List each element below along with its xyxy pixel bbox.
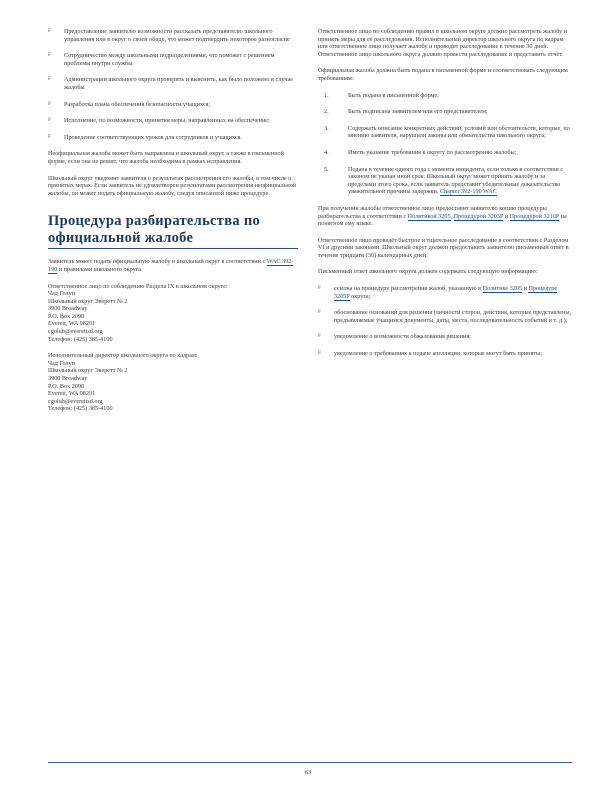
list-item: F Сотрудничество между школьными подразделениями, что поможет с решением проблемы внутри службы [48, 52, 275, 67]
list-item: F Исполнение, по возможности, принятия меры, направленных на обеспечение; [48, 117, 270, 125]
wac-link[interactable]: WAC 392-190 [48, 258, 294, 273]
paragraph: При получении жалобы ответственное лицо предоставит заявителю копию процедуры разбирательства в соответствии с Политикой 3205, Процедурой 3205P и Процедурой 3210P на понятном ему языке. [318, 204, 567, 228]
bullet-icon: F [318, 285, 322, 292]
left-column [48, 28, 298, 413]
numbered-item: 2. Быть подписана заявителем или его представителем; [324, 108, 488, 116]
footer-divider [48, 762, 572, 763]
procedure-3205p-link[interactable]: Процедурой 3205P [453, 212, 504, 220]
bullet-icon: F [48, 100, 52, 107]
procedure-3205p-link[interactable]: Процедуре 3205P [334, 285, 558, 300]
list-item: F Разработка плана обеспечения безопасности учащихся; [48, 100, 211, 108]
bullet-icon: F [318, 309, 322, 316]
list-item: F ссылка на процедуру рассмотрения жалоб, указанную в Политике 3205 и Процедуре 3205P округа; [318, 285, 558, 300]
bullet-icon: F [48, 133, 52, 140]
paragraph: Ответственное лицо проведёт быстрое и тщательное расследование в соответствии с Разделом VI и другими законами. Школьный округ должен предоставить заявителю письменный ответ в течение тридцати (30) календарных дней. [318, 236, 569, 259]
bullet-icon: F [48, 117, 52, 124]
paragraph: Официальная жалоба должна быть подана в письменной форме и соответствовать следующим требованиям: [318, 67, 568, 82]
numbered-item: 1. Быть подана в письменной форме; [324, 91, 439, 99]
chapter-wac-link[interactable]: Chapter 392-190 WAC [439, 188, 497, 196]
paragraph: Заявитель может подать официальную жалобу в школьный округ в соответствии с WAC 392-190 и правилами школьного округа. [48, 258, 294, 273]
contact-block: Исполнительный директор школьного округа по кадрам: Чад Голуп Школьный округ Эверетт № 2 3900 Broadway P.O. Box 2098 Everett, WA 98201 cgolub@everettsd.org Телефон: (425) 385-4100 [48, 352, 198, 413]
bullet-icon: F [48, 52, 52, 59]
bullet-icon: F [48, 76, 52, 83]
procedure-3210p-link[interactable]: Процедурой 3210P [509, 212, 560, 220]
bullet-icon: F [48, 28, 52, 34]
list-item: F уведомление о возможности обжалования решения; [318, 333, 471, 341]
page-number: 63 [304, 769, 312, 776]
paragraph: Ответственное лицо по соблюдению правил в школьном округе должно рассмотреть жалобу и принять меры для её расследования. Исполнительный директор школьного округа по кадрам или ответственное лицо получает жалобу и проводит расследование в течение 30 дней. Ответственное лицо школьного округа должно провести расследование и представить отчёт. [318, 28, 568, 58]
list-item: F уведомление о требованиях к подаче апелляции, которые могут быть приняты; [318, 350, 542, 358]
list-item: F Предоставление заявителю возможности рассказать представителю школьного управления или в округ о своей обиде, что может подтвердить некоторое разногласие [48, 28, 290, 43]
policy-3205-link[interactable]: Политике 3205 [482, 285, 523, 293]
right-column [318, 28, 572, 367]
list-item: F Проведение соответствующих уроков для сотрудников и учащихся. [48, 133, 242, 141]
paragraph: Неофициальная жалоба может быть направлена в школьный округ, а также в письменной форме, если она не решит, что жалоба необходима в рамках исправления. [48, 150, 284, 165]
numbered-item: 4. Иметь указание требования к округу по рассмотрению жалобы; [324, 148, 517, 156]
list-item: F Администрации школьного округа проверить и выяснить, как было положено в случае жалобы [48, 76, 294, 91]
section-heading: Процедура разбирательства по официальной жалобе [48, 213, 298, 249]
list-item: F обоснование оснований для решения (личности сторон, действия, которые представлены, предъявляемые учащимся документы, даты, места, последовательность событий и т. д.); [318, 309, 572, 324]
contact-block: Ответственное лицо по соблюдению Раздела IX в школьном округе: Чад Голуп Школьный округ Эверетт № 2 3900 Broadway P.O. Box 2098 Everett, WA 98201 cgolub@everettsd.org Телефон: (425) 385-4100 [48, 282, 228, 343]
numbered-item: 5. Подана в течение одного года с момента инцидента, если только в соответствии с законом не указан иной срок. Школьный округ может принять жалобу и за пределами этого срока, если заявитель представит убедительные доказательства уважительной причины задержки. Chapter 392-190 WAC [324, 165, 564, 196]
bullet-icon: F [318, 333, 322, 340]
policy-3205-link[interactable]: Политикой 3205 [407, 212, 451, 220]
numbered-item: 3. Содержать описание конкретных действий, условий или обстоятельств, которые, по мнению заявителя, нарушили законы или обязательства школьного округа; [324, 124, 570, 140]
paragraph: Письменный ответ школьного округа должен содержать следующую информацию: [318, 268, 538, 276]
bullet-icon: F [318, 350, 322, 357]
paragraph: Школьный округ уведомит заявителя о результатах рассмотрения его жалобы, в том числе о принятых мерах. Если заявитель не удовлетворен результатами рассмотрения неофициальной жалобы, он может подать официальную жалобу, следуя описанной ниже процедуре. [48, 174, 297, 197]
